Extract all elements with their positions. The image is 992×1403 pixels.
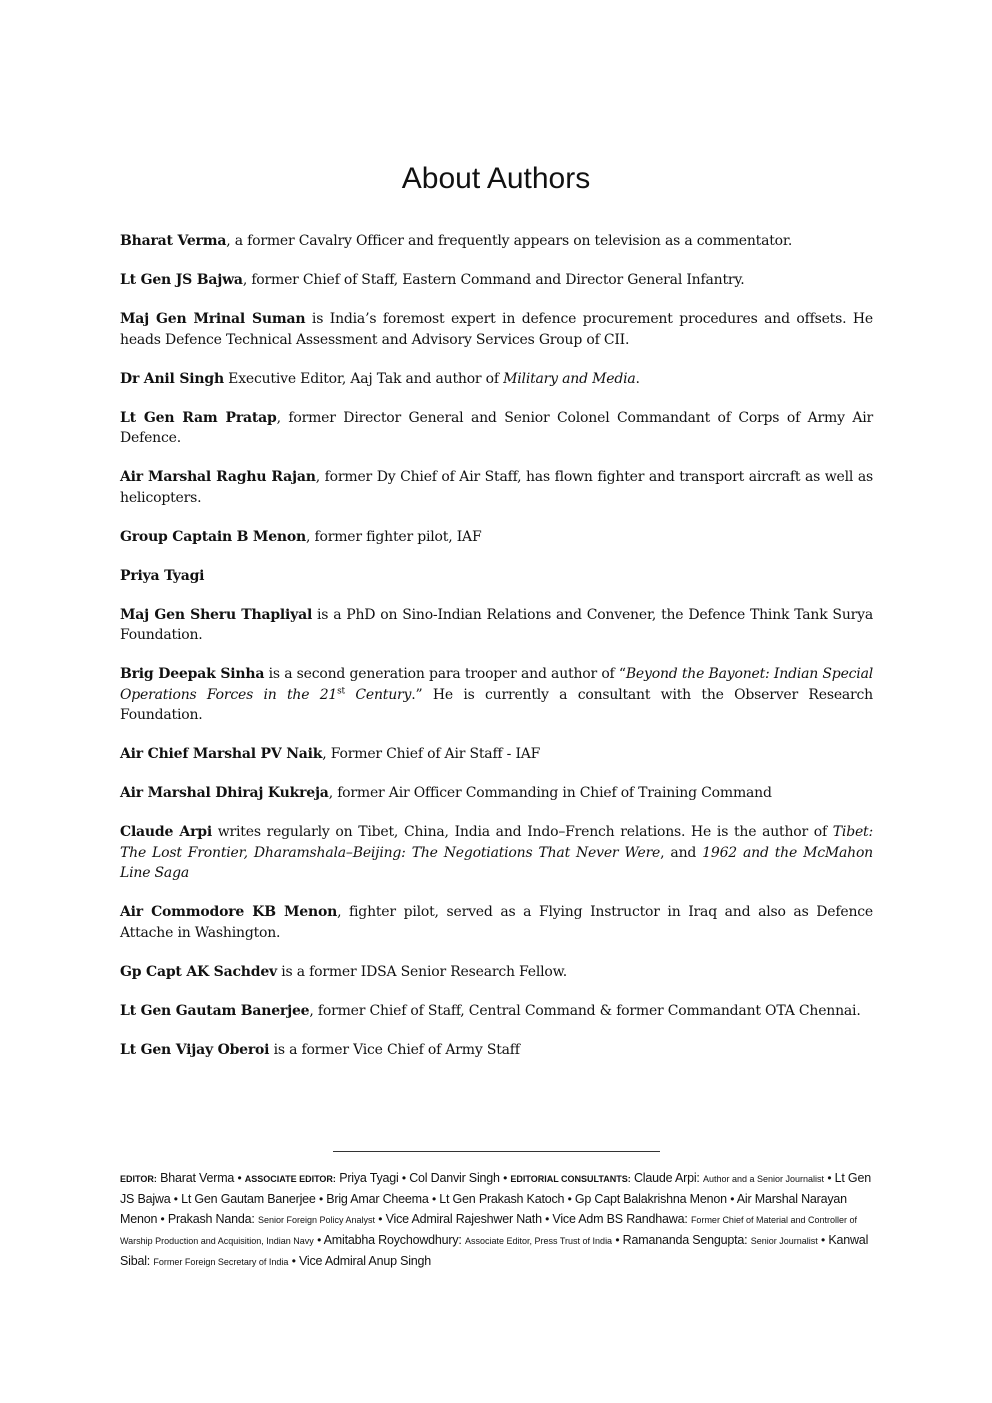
author-description: , former Chief of Staff, Eastern Command and Director General Infantry.: [242, 272, 745, 288]
consultant-name: Prakash Nanda:: [167, 1212, 255, 1226]
associate-editor-name: Col Danvir Singh: [409, 1171, 500, 1185]
bullet-separator: •: [503, 1171, 508, 1185]
author-description: .: [635, 370, 640, 387]
bullet-separator: •: [615, 1233, 620, 1247]
author-name: Air Marshal Raghu Rajan: [120, 469, 316, 485]
author-entry: [120, 962, 873, 983]
consultant-name: Amitabha Roychowdhury:: [323, 1233, 462, 1247]
author-description: is a second generation para trooper and author of “: [264, 666, 626, 682]
consultant-name: Claude Arpi:: [633, 1171, 700, 1185]
bullet-separator: •: [318, 1192, 323, 1206]
author-name: Claude Arpi: [120, 824, 212, 840]
author-name: Lt Gen Ram Pratap: [120, 409, 277, 426]
book-title: Century: [344, 686, 412, 703]
consultant-name: Vice Admiral Anup Singh: [299, 1254, 432, 1268]
author-list: [120, 231, 873, 1079]
author-name: Lt Gen Vijay Oberoi: [120, 1041, 270, 1058]
author-description: , former Dy Chief of Air Staff, has flown fighter and transport aircraft as well as helicopters.: [120, 469, 873, 506]
footer-divider: [333, 1151, 660, 1152]
author-entry: [120, 566, 873, 587]
consultant-name: Ramananda Sengupta:: [622, 1233, 748, 1247]
author-entry: [120, 231, 873, 252]
associate-editor-name: Priya Tyagi: [339, 1171, 399, 1185]
bullet-separator: •: [821, 1233, 826, 1247]
bullet-separator: •: [567, 1192, 572, 1206]
author-description: is India’s foremost expert in defence procurement procedures and offsets. He heads Defence Technical Assessment and Advisory Services Group of CII.: [120, 311, 873, 348]
consultant-name: Vice Adm BS Randhawa:: [552, 1212, 688, 1226]
author-entry: [120, 408, 873, 449]
author-name: Lt Gen Gautam Banerjee: [120, 1002, 310, 1019]
consultant-role: Former Chief of Material and Controller of Warship Production and Acquisition, Indian Navy: [120, 1215, 858, 1246]
author-entry: [120, 744, 873, 765]
consultant-role: Associate Editor, Press Trust of India: [465, 1236, 613, 1246]
author-name: Dr Anil Singh: [120, 370, 224, 387]
consultant-name: Lt Gen JS Bajwa: [120, 1171, 871, 1206]
author-description: .” He is currently a consultant with the Observer Research Foundation.: [120, 686, 874, 723]
author-description: writes regularly on Tibet, China, India and Indo–French relations. He is the author of: [211, 824, 833, 840]
author-entry: [120, 822, 873, 884]
author-name: Bharat Verma: [120, 233, 227, 249]
superscript: st: [337, 685, 345, 696]
bullet-separator: •: [827, 1171, 832, 1185]
author-description: is a former IDSA Senior Research Fellow.: [276, 963, 568, 980]
author-description: , former Air Officer Commanding in Chief of Training Command: [328, 785, 772, 801]
author-description: , a former Cavalry Officer and frequently appears on television as a commentator.: [226, 233, 793, 249]
bullet-separator: •: [401, 1171, 406, 1185]
consultant-name: Brig Amar Cheema: [326, 1192, 429, 1206]
bullet-separator: •: [237, 1171, 242, 1185]
author-entry: [120, 467, 873, 508]
author-entry: [120, 527, 873, 548]
consultant-name: Air Marshal Narayan Menon: [120, 1192, 847, 1226]
author-description: is a former Vice Chief of Army Staff: [269, 1041, 520, 1058]
bullet-separator: •: [545, 1212, 550, 1226]
book-title: 1962 and the McMahon Line Saga: [120, 844, 873, 881]
book-title: Tibet: The Lost Frontier, Dharamshala–Beijing: The Negotiations That Never Were: [120, 824, 873, 861]
consultants-label: EDITORIAL CONSULTANTS:: [510, 1174, 631, 1184]
author-entry: [120, 783, 873, 804]
author-name: Priya Tyagi: [120, 567, 205, 584]
author-entry: [120, 270, 873, 291]
editor-label: EDITOR:: [120, 1174, 157, 1184]
author-name: Maj Gen Sheru Thapliyal: [120, 606, 313, 623]
author-entry: [120, 369, 873, 390]
author-entry: [120, 664, 873, 726]
bullet-separator: •: [173, 1192, 178, 1206]
author-name: Gp Capt AK Sachdev: [120, 963, 277, 980]
author-description: , fighter pilot, served as a Flying Instructor in Iraq and also as Defence Attache in Washington.: [120, 904, 873, 941]
consultant-name: Gp Capt Balakrishna Menon: [574, 1192, 727, 1206]
bullet-separator: •: [317, 1233, 322, 1247]
bullet-separator: •: [730, 1192, 735, 1206]
author-description: , Former Chief of Air Staff - IAF: [322, 746, 541, 762]
author-entry: [120, 1040, 873, 1061]
author-description: , and: [660, 844, 703, 861]
author-description: , former Chief of Staff, Central Command & former Commandant OTA Chennai.: [309, 1002, 861, 1019]
bullet-separator: •: [160, 1212, 165, 1226]
author-description: , former Director General and Senior Colonel Commandant of Corps of Army Air Defence.: [120, 409, 874, 446]
book-title: Military and Media: [503, 370, 636, 387]
consultant-role: Senior Journalist: [750, 1236, 818, 1246]
bullet-separator: •: [378, 1212, 383, 1226]
author-name: Air Chief Marshal PV Naik: [120, 746, 323, 762]
author-entry: [120, 1001, 873, 1022]
consultant-name: Lt Gen Prakash Katoch: [439, 1192, 565, 1206]
consultant-name: Lt Gen Gautam Banerjee: [181, 1192, 316, 1206]
consultant-role: Author and a Senior Journalist: [702, 1174, 825, 1184]
associate-editor-label: ASSOCIATE EDITOR:: [244, 1174, 336, 1184]
author-name: Lt Gen JS Bajwa: [120, 272, 243, 288]
bullet-separator: •: [431, 1192, 436, 1206]
author-entry: [120, 605, 873, 646]
author-name: Group Captain B Menon: [120, 528, 307, 545]
author-description: is a PhD on Sino-Indian Relations and Convener, the Defence Think Tank Surya Foundation.: [120, 606, 873, 643]
author-entry: [120, 902, 873, 943]
consultant-name: Kanwal Sibal:: [120, 1233, 869, 1268]
page-title: About Authors: [401, 162, 591, 195]
book-title: Beyond the Bayonet: Indian Special Operations Forces in the 21: [120, 666, 873, 703]
consultant-role: Senior Foreign Policy Analyst: [257, 1215, 375, 1225]
masthead: [120, 1168, 873, 1272]
author-name: Air Commodore KB Menon: [120, 904, 338, 920]
editor-name: Bharat Verma: [160, 1171, 235, 1185]
author-name: Air Marshal Dhiraj Kukreja: [120, 785, 329, 801]
consultant-role: Former Foreign Secretary of India: [153, 1257, 289, 1267]
author-description: , former fighter pilot, IAF: [306, 528, 482, 545]
bullet-separator: •: [291, 1254, 296, 1268]
author-description: Executive Editor, Aaj Tak and author of: [223, 370, 504, 387]
consultant-name: Vice Admiral Rajeshwer Nath: [385, 1212, 542, 1226]
author-name: Brig Deepak Sinha: [120, 666, 265, 682]
author-entry: [120, 309, 873, 350]
author-name: Maj Gen Mrinal Suman: [120, 311, 306, 327]
